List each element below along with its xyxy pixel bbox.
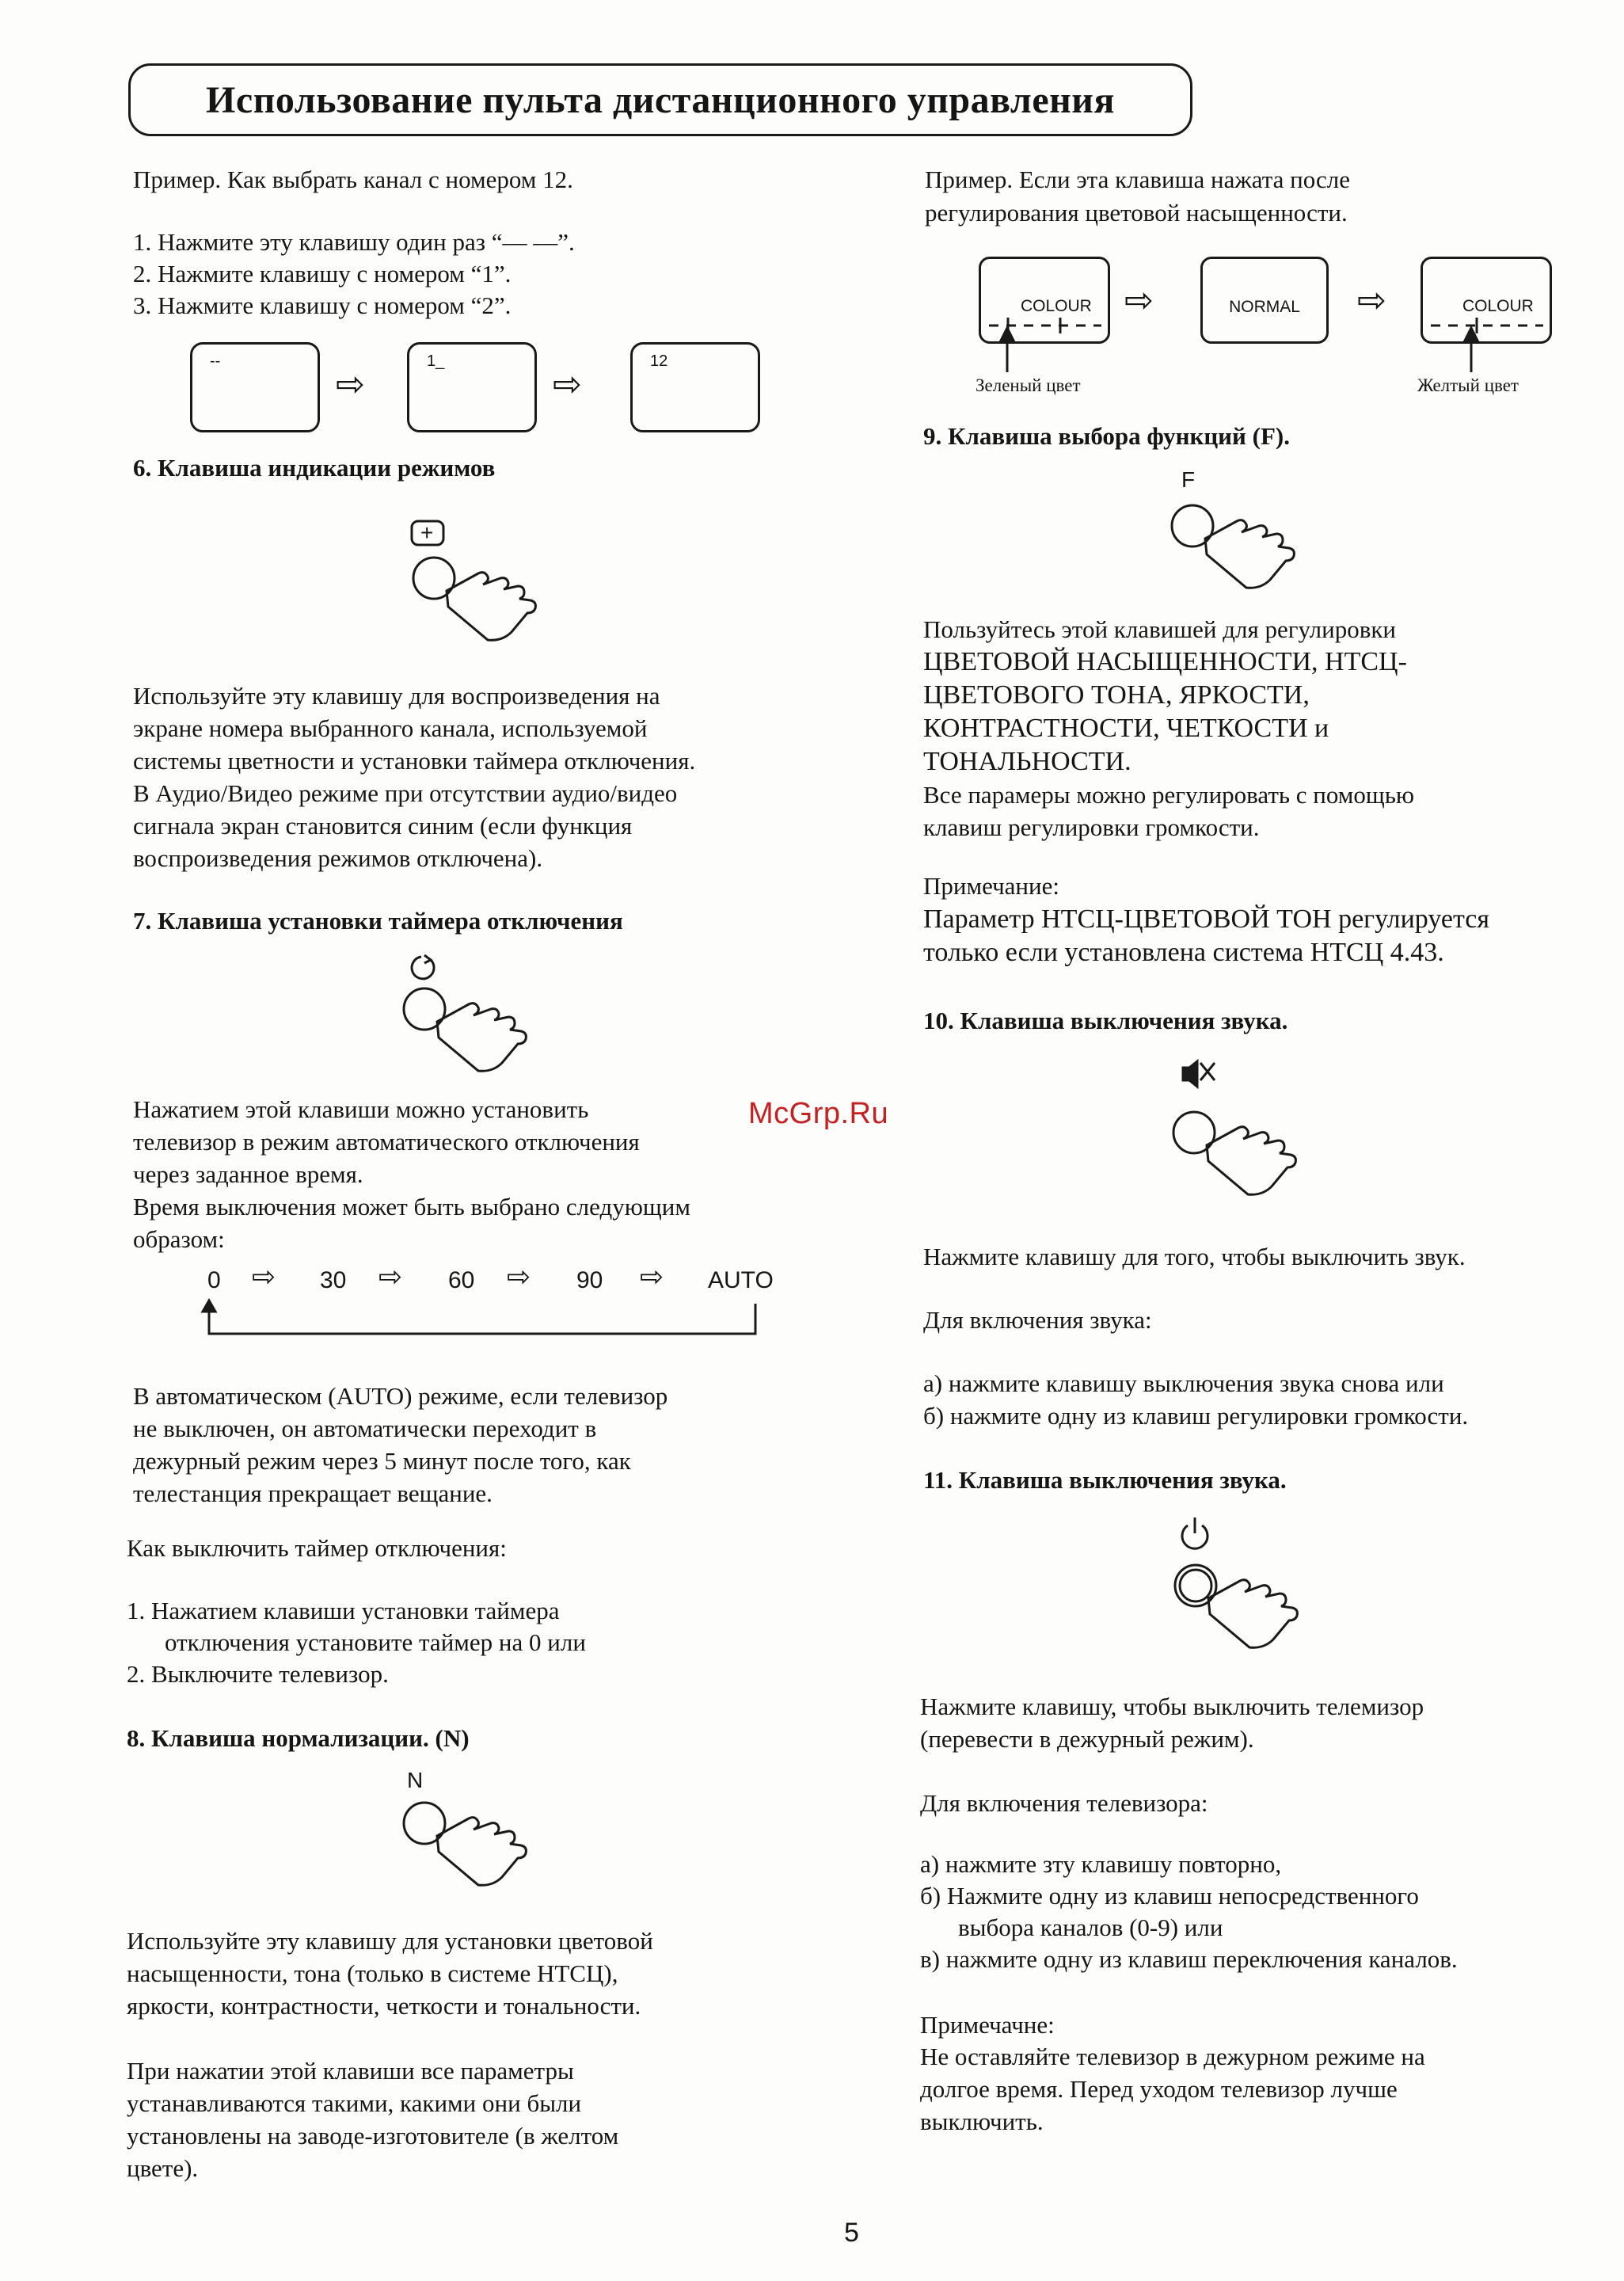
channel-screen-3	[630, 342, 760, 432]
sleep-timer-key-icon	[396, 947, 554, 1086]
section-6-line: системы цветности и установки таймера отключения.	[133, 747, 696, 775]
arrow-right-icon: ⇨	[252, 1261, 276, 1293]
colour-example-line: регулирования цветовой насыщенности.	[925, 199, 1348, 227]
section-10-heading	[923, 1004, 1287, 1037]
yellow-colour-caption: Желтый цвет	[1417, 375, 1519, 395]
green-pointer-arrow	[998, 326, 1029, 374]
display-key-symbol: +	[420, 520, 434, 545]
section-7-line: образом:	[133, 1225, 225, 1253]
section-7-line: Нажатием этой клавиши можно установить	[133, 1095, 589, 1123]
section-11-option: в) нажмите одну из клавиш переключения каналов.	[920, 1945, 1458, 1973]
channel-screen-1	[190, 342, 320, 432]
section-7-heading	[133, 904, 623, 937]
mute-key-icon	[1161, 1057, 1319, 1219]
arrow-right-icon: ⇨	[1357, 280, 1386, 321]
timer-value-60: 60	[448, 1267, 475, 1293]
green-colour-caption: Зеленый цвет	[976, 375, 1081, 395]
section-11-on-title-text: Для включения телевизора:	[920, 1789, 1208, 1817]
section-8-line: насыщенности, тона (только в системе НТСЦ),	[127, 1959, 618, 1987]
colour-example-line: Пример. Если эта клавиша нажата после	[925, 166, 1351, 193]
colour-osd-green-label: COLOUR	[1021, 297, 1092, 315]
channel-step-1: 1. Нажмите эту клавишу один раз “— —”.	[133, 228, 575, 256]
section-11-note-line: долгое время. Перед уходом телевизор лучше	[920, 2075, 1398, 2103]
page-number: 5	[844, 2218, 859, 2248]
channel-screen-3-text: 12	[650, 352, 668, 370]
arrow-right-icon: ⇨	[378, 1261, 403, 1293]
section-9-caps-line: КОНТРАСТНОСТИ, ЧЕТКОСТИ и	[923, 714, 1329, 743]
timer-value-30: 30	[320, 1267, 347, 1293]
section-8-text-2	[127, 2054, 618, 2184]
section-11-note-title-text: Примечачне:	[920, 2011, 1055, 2039]
auto-mode-line: В автоматическом (AUTO) режиме, если телевизор	[133, 1382, 668, 1410]
auto-mode-line: не выключен, он автоматически переходит в	[133, 1415, 597, 1442]
timer-value-90: 90	[576, 1267, 603, 1293]
display-key-icon	[402, 515, 561, 661]
arrow-right-icon: ⇨	[507, 1261, 531, 1293]
section-8-line: цвете).	[127, 2154, 199, 2182]
page-title-text: Использование пульта дистанционного управления	[206, 78, 1115, 121]
section-8-line: устанавливаются такими, какими они были	[127, 2089, 582, 2117]
section-10-option: б) нажмите одну из клавиш регулировки громкости.	[923, 1402, 1469, 1430]
section-6-line: экране номера выбранного канала, используемой	[133, 714, 648, 742]
timer-off-steps	[127, 1595, 586, 1690]
watermark-text: McGrp.Ru	[748, 1097, 889, 1130]
auto-mode-line: дежурный режим через 5 минут после того, как	[133, 1447, 631, 1475]
yellow-pointer-arrow	[1457, 326, 1489, 374]
normal-key-letter: N	[407, 1768, 424, 1792]
section-6-line: В Аудио/Видео режиме при отсутствии аудио/видео	[133, 779, 678, 807]
section-10-on-title	[923, 1304, 1152, 1336]
section-11-option: а) нажмите зту клавишу повторно,	[920, 1850, 1282, 1878]
section-11-option: выбора каналов (0-9) или	[958, 1914, 1223, 1941]
timer-off-step: 2. Выключите телевизор.	[127, 1660, 389, 1688]
channel-example-intro	[133, 163, 573, 196]
section-10-heading-text: 10. Клавиша выключения звука.	[923, 1007, 1288, 1034]
channel-screen-2-text: 1_	[427, 352, 445, 370]
section-11-line: Нажмите клавишу, чтобы выключить телемизор	[920, 1693, 1424, 1720]
normal-osd	[1200, 257, 1329, 344]
section-10-option: а) нажмите клавишу выключения звука снова или	[923, 1369, 1444, 1397]
section-8-line: яркости, контрастности, четкости и тональности.	[127, 1992, 641, 2020]
section-10-on-title-text: Для включения звука:	[923, 1306, 1152, 1334]
standby-key-icon	[1164, 1513, 1322, 1675]
section-9-note-line: Параметр НТСЦ-ЦВЕТОВОЙ ТОН регулируется	[923, 904, 1489, 934]
section-7-line: телевизор в режим автоматического отключения	[133, 1128, 640, 1156]
section-9-line: Все парамеры можно регулировать с помощью	[923, 781, 1415, 809]
channel-screen-1-text: --	[210, 352, 221, 370]
section-9-caps-line: ЦВЕТОВОЙ НАСЫЩЕННОСТИ, НТСЦ-	[923, 647, 1407, 676]
section-11-text	[920, 1690, 1424, 1755]
section-6-text	[133, 680, 695, 874]
section-9-caps-line: ЦВЕТОВОГО ТОНА, ЯРКОСТИ,	[923, 680, 1310, 710]
normal-key-icon	[388, 1796, 546, 1919]
section-10-options	[923, 1367, 1468, 1432]
arrow-right-icon: ⇨	[553, 364, 582, 405]
section-11-note-line: выключить.	[920, 2108, 1044, 2135]
section-8-line: Используйте эту клавишу для установки цветовой	[127, 1927, 653, 1955]
auto-mode-text	[133, 1380, 667, 1510]
channel-step-3: 3. Нажмите клавишу с номером “2”.	[133, 291, 512, 319]
section-11-option: б) Нажмите одну из клавиш непосредственного	[920, 1882, 1419, 1910]
section-11-on-title	[920, 1787, 1208, 1819]
normal-osd-label: NORMAL	[1229, 298, 1300, 316]
page-title	[128, 63, 1192, 136]
section-6-line: Используйте эту клавишу для воспроизведения на	[133, 682, 660, 710]
section-7-text	[133, 1093, 690, 1255]
channel-example-steps	[133, 227, 575, 322]
section-9-note-line: только если установлена система НТСЦ 4.43.	[923, 938, 1444, 967]
timer-value-auto: AUTO	[708, 1267, 774, 1293]
arrow-right-icon: ⇨	[640, 1261, 664, 1293]
timer-off-step: отключения установите таймер на 0 или	[165, 1628, 586, 1656]
arrow-right-icon: ⇨	[336, 364, 365, 405]
section-8-line: установлены на заводе-изготовителе (в желтом	[127, 2122, 619, 2150]
section-9-note-title-text: Примечание:	[923, 872, 1059, 900]
section-9-line: клавиш регулировки громкости.	[923, 813, 1260, 841]
section-6-heading-text: 6. Клавиша индикации режимов	[133, 454, 496, 482]
channel-example-intro-text: Пример. Как выбрать канал с номером 12.	[133, 166, 573, 193]
section-9-text	[923, 613, 1414, 843]
timer-off-title	[127, 1532, 507, 1564]
section-9-note-title	[923, 870, 1059, 902]
section-9-line: Пользуйтесь этой клавишей для регулировки	[923, 615, 1396, 643]
timer-value-0: 0	[207, 1267, 221, 1293]
section-8-text-1	[127, 1925, 653, 2022]
section-11-heading-text: 11. Клавиша выключения звука.	[923, 1466, 1287, 1494]
channel-screen-2	[407, 342, 537, 432]
section-10-text-line: Нажмите клавишу для того, чтобы выключить звук.	[923, 1243, 1466, 1270]
section-11-line: (перевести в дежурный режим).	[920, 1725, 1254, 1753]
section-11-note	[920, 2040, 1425, 2138]
timer-off-step: 1. Нажатием клавиши установки таймера	[127, 1597, 560, 1624]
colour-osd-yellow-label: COLOUR	[1462, 297, 1534, 315]
section-7-heading-text: 7. Клавиша установки таймера отключения	[133, 907, 623, 935]
section-7-line: через заданное время.	[133, 1160, 363, 1188]
section-7-line: Время выключения может быть выбрано следующим	[133, 1193, 690, 1220]
timer-cycle-return-arrow	[198, 1297, 768, 1345]
section-9-heading-text: 9. Клавиша выбора функций (F).	[923, 422, 1290, 450]
channel-step-2: 2. Нажмите клавишу с номером “1”.	[133, 260, 512, 288]
timer-off-title-text: Как выключить таймер отключения:	[127, 1534, 507, 1562]
section-8-line: При нажатии этой клавиши все параметры	[127, 2057, 574, 2085]
section-6-heading	[133, 451, 495, 484]
section-8-heading	[127, 1722, 470, 1754]
section-11-note-title	[920, 2009, 1055, 2041]
function-key-letter: F	[1181, 467, 1196, 492]
colour-example-intro	[925, 163, 1350, 230]
section-9-note	[923, 903, 1489, 969]
section-10-text	[923, 1240, 1466, 1273]
function-key-icon	[1161, 499, 1319, 622]
section-9-caps-line: ТОНАЛЬНОСТИ.	[923, 747, 1131, 776]
arrow-right-icon: ⇨	[1124, 280, 1154, 321]
section-9-heading	[923, 420, 1290, 452]
section-8-heading-text: 8. Клавиша нормализации. (N)	[127, 1724, 470, 1752]
section-11-options	[920, 1849, 1458, 1975]
auto-mode-line: телестанция прекращает вещание.	[133, 1479, 493, 1507]
section-6-line: воспроизведения режимов отключена).	[133, 844, 543, 872]
section-11-note-line: Не оставляйте телевизор в дежурном режиме на	[920, 2043, 1425, 2070]
section-11-heading	[923, 1464, 1287, 1496]
section-6-line: сигнала экран становится синим (если функция	[133, 812, 633, 840]
